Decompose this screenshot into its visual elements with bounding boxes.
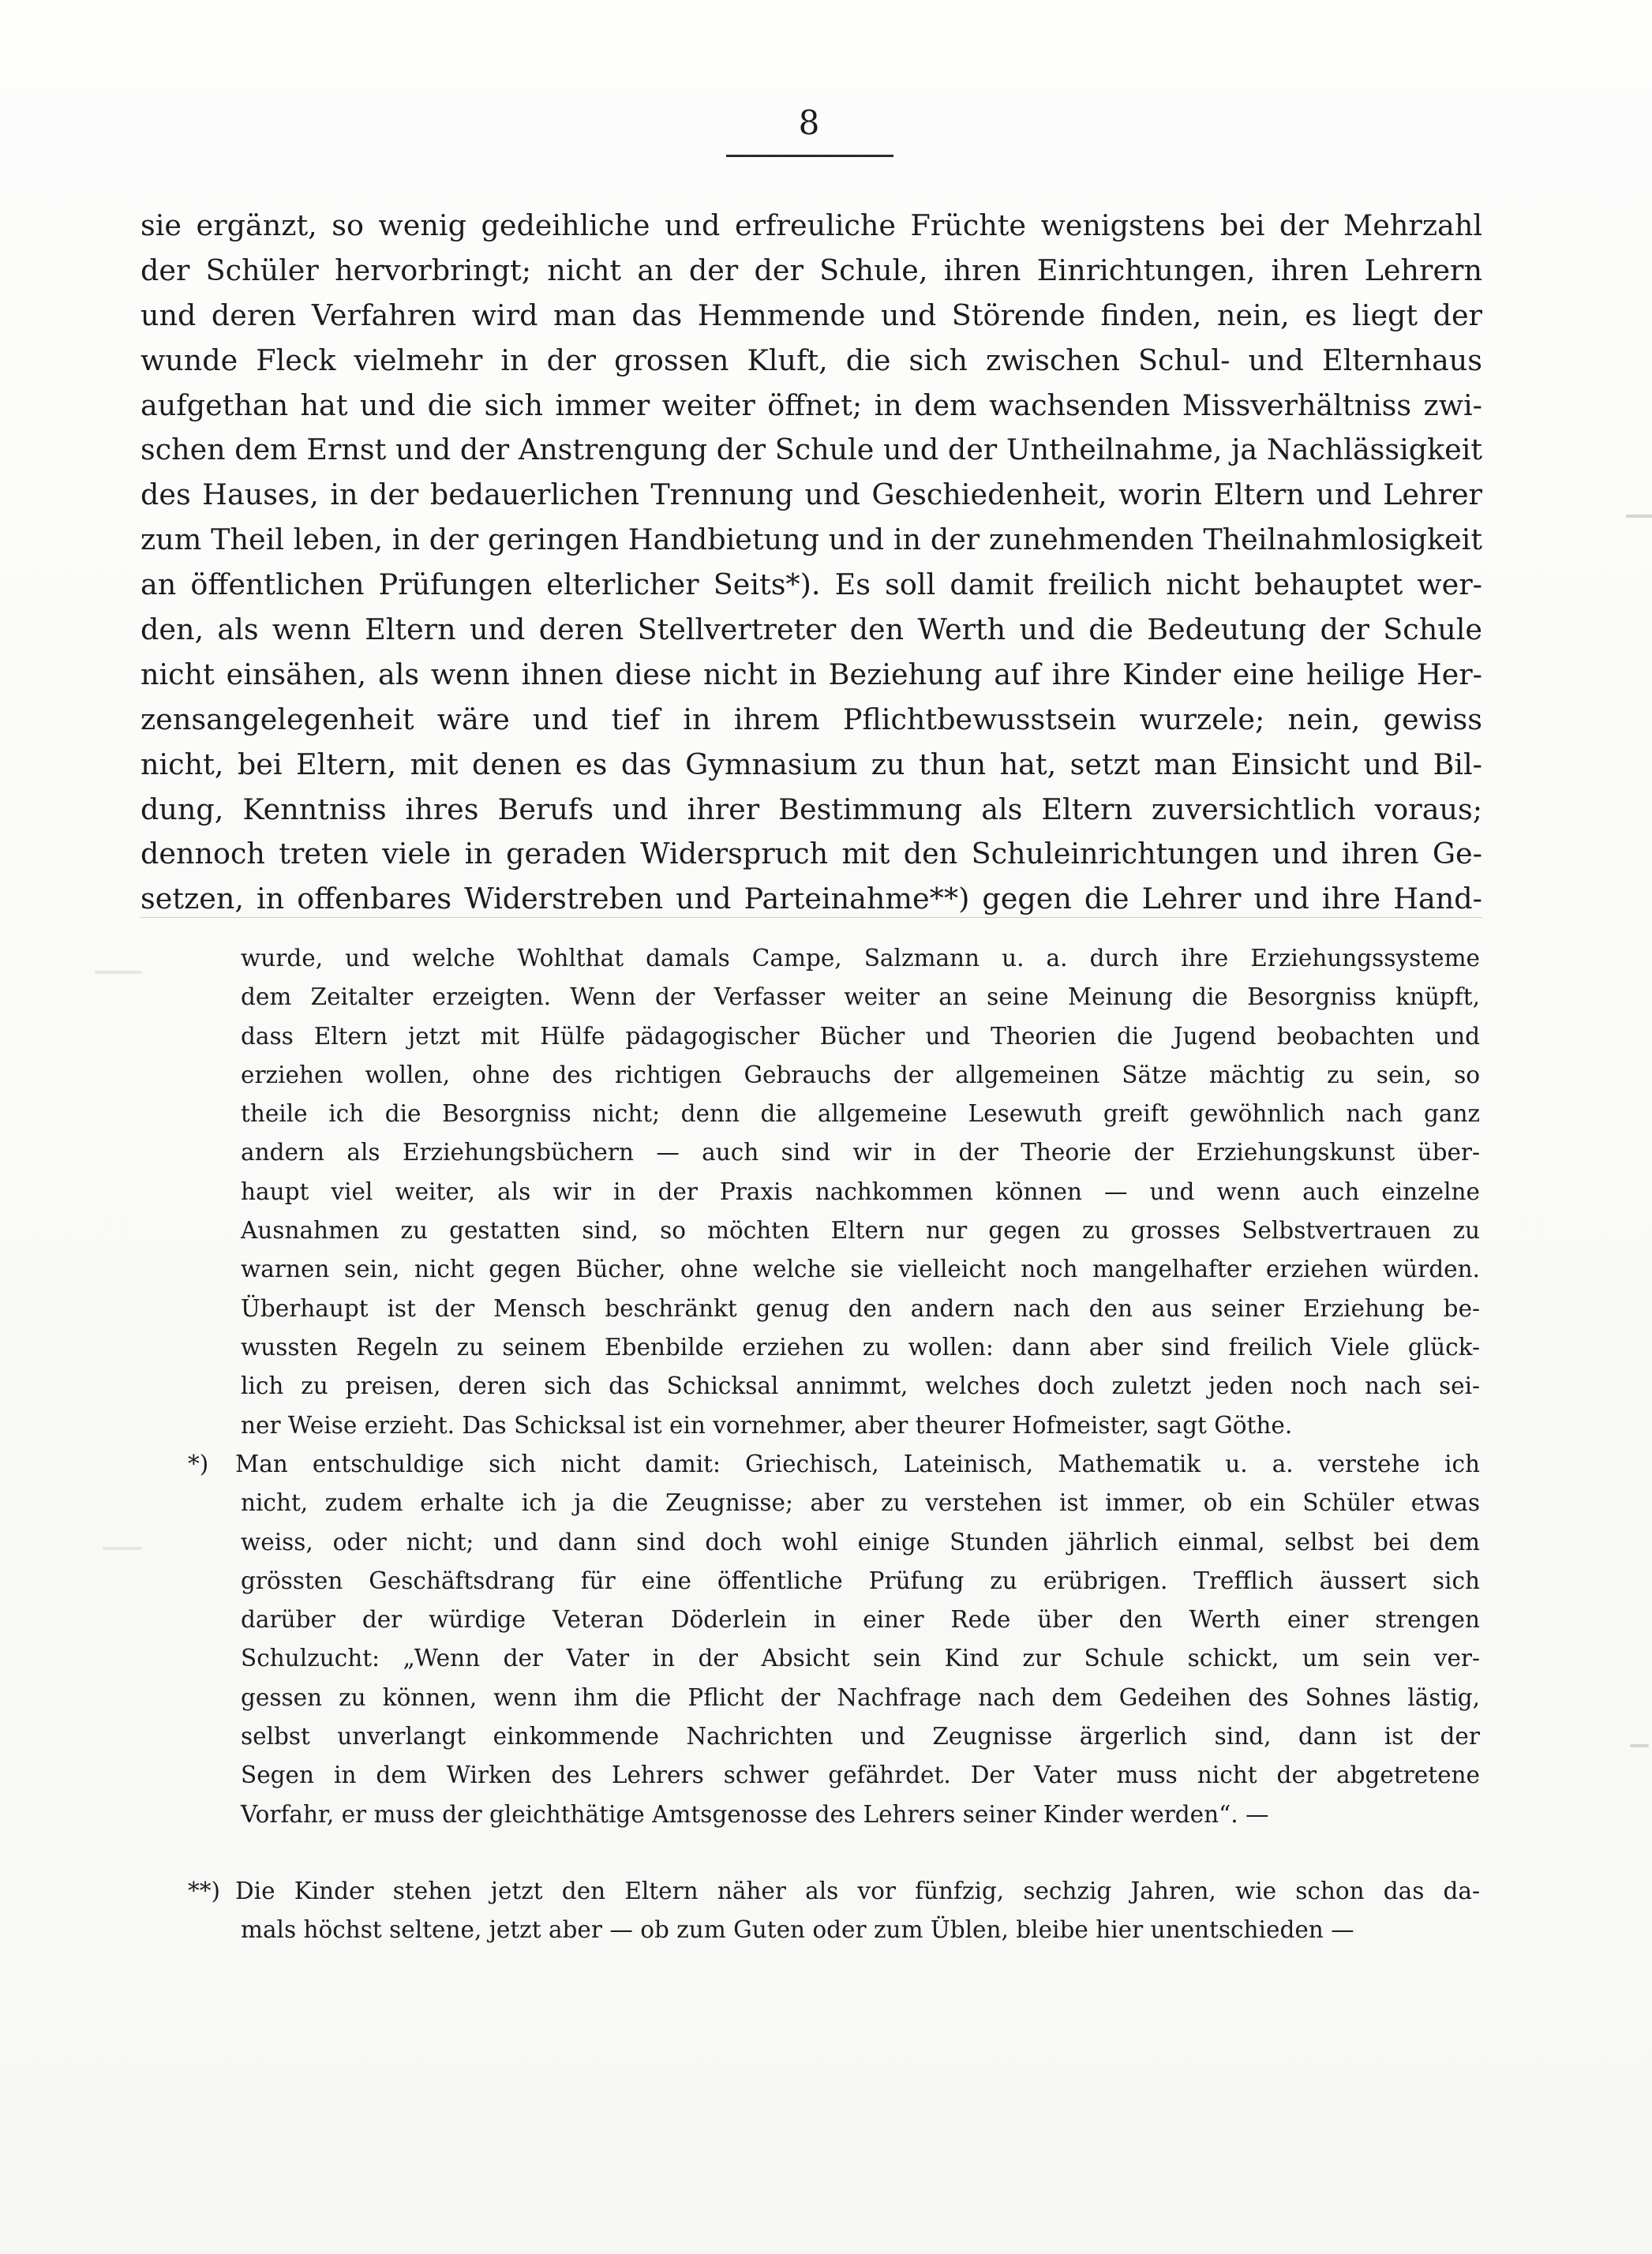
footnote-line: nicht, zudem erhalte ich ja die Zeugnisse; aber zu verstehen ist immer, ob ein Schüler etwas [241,1489,1480,1517]
footnote-line: mals höchst seltene, jetzt aber — ob zum Guten oder zum Üblen, bleibe hier unentschieden — [241,1916,1354,1944]
text-line: an öffentlichen Prüfungen elterlicher Seits*). Es soll damit freilich nicht behauptet wer- [140,567,1482,602]
footnote-single-star [0,1445,1652,1834]
footnote-line: Segen in dem Wirken des Lehrers schwer gefährdet. Der Vater muss nicht der abgetretene [241,1762,1480,1789]
footnote-line: Vorfahr, er muss der gleichthätige Amtsgenosse des Lehrers seiner Kinder werden“. — [241,1800,1269,1828]
footnote-separator [140,917,1482,918]
text-line: dennoch treten viele in geraden Widerspruch mit den Schuleinrichtungen und ihren Ge- [140,837,1482,871]
footnote-line: Schulzucht: „Wenn der Vater in der Absicht sein Kind zur Schule schickt, um sein ver- [241,1645,1480,1672]
text-line: wunde Fleck vielmehr in der grossen Kluft, die sich zwischen Schul- und Elternhaus [140,343,1482,377]
footnote-line: lich zu preisen, deren sich das Schicksal annimmt, welches doch zuletzt jeden noch nach sei- [241,1372,1480,1400]
footnote-line: Ausnahmen zu gestatten sind, so möchten Eltern nur gegen zu grosses Selbstvertrauen zu [241,1217,1480,1245]
footnote-line: andern als Erziehungsbüchern — auch sind wir in der Theorie der Erziehungskunst über- [241,1139,1480,1166]
text-line: der Schüler hervorbringt; nicht an der der Schule, ihren Einrichtungen, ihren Lehrern [140,253,1482,287]
footnote-double-star [0,1872,1652,1950]
text-line: schen dem Ernst und der Anstrengung der Schule und der Untheilnahme, ja Nachlässigkeit [140,432,1482,467]
footnote-line: wussten Regeln zu seinem Ebenbilde erziehen zu wollen: dann aber sind freilich Viele glück- [241,1333,1480,1361]
footnote-line-text: Die Kinder stehen jetzt den Eltern näher als vor fünfzig, sechzig Jahren, wie schon das da- [235,1878,1480,1904]
footnote-line: selbst unverlangt einkommende Nachrichten und Zeugnisse ärgerlich sind, dann ist der [241,1723,1480,1750]
show-through-mark [1626,515,1652,518]
text-line: nicht einsähen, als wenn ihnen diese nicht in Beziehung auf ihre Kinder eine heilige Her- [140,657,1482,691]
footnote-line: theile ich die Besorgniss nicht; denn die allgemeine Lesewuth greift gewöhnlich nach ganz [241,1100,1480,1128]
main-text [140,204,1482,922]
show-through-mark [1630,1744,1649,1747]
footnote-line: darüber der würdige Veteran Döderlein in einer Rede über den Werth einer strengen [241,1606,1480,1634]
page-number: 8 [798,103,820,142]
text-line: nicht, bei Eltern, mit denen es das Gymnasium zu thun hat, setzt man Einsicht und Bil- [140,747,1482,781]
text-line: zensangelegenheit wäre und tief in ihrem Pflichtbewusstsein wurzele; nein, gewiss [140,702,1482,736]
footnote-line: gessen zu können, wenn ihm die Pflicht der Nachfrage nach dem Gedeihen des Sohnes lästig, [241,1683,1480,1711]
footnote-line-text: Man entschuldige sich nicht damit: Griechisch, Lateinisch, Mathematik u. a. verstehe ich [235,1451,1480,1477]
text-line: zum Theil leben, in der geringen Handbietung und in der zunehmenden Theilnahmlosigkeit [140,522,1482,557]
footnote-line: Überhaupt ist der Mensch beschränkt genug den andern nach den aus seiner Erziehung be- [241,1294,1480,1322]
text-line: und deren Verfahren wird man das Hemmende und Störende finden, nein, es liegt der [140,298,1482,332]
text-line: dung, Kenntniss ihres Berufs und ihrer Bestimmung als Eltern zuversichtlich voraus; [140,792,1482,826]
show-through-mark [95,971,142,974]
footnote-line: warnen sein, nicht gegen Bücher, ohne welche sie vielleicht noch mangelhafter erziehen würden. [241,1256,1480,1283]
footnote-line: dem Zeitalter erzeigten. Wenn der Verfasser weiter an seine Meinung die Besorgniss knüpft, [241,983,1480,1011]
text-line: des Hauses, in der bedauerlichen Trennung und Geschiedenheit, worin Eltern und Lehrer [140,477,1482,512]
footnote-line: erziehen wollen, ohne des richtigen Gebrauchs der allgemeinen Sätze mächtig zu sein, so [241,1061,1480,1088]
page-number-rule [726,155,893,157]
footnote-line: grössten Geschäftsdrang für eine öffentliche Prüfung zu erübrigen. Trefflich äussert sich [241,1567,1480,1594]
footnote-line [188,1445,1480,1484]
footnote-line: ner Weise erzieht. Das Schicksal ist ein vornehmer, aber theurer Hofmeister, sagt Göthe. [241,1411,1293,1439]
footnote-line: haupt viel weiter, als wir in der Praxis nachkommen können — und wenn auch einzelne [241,1178,1480,1205]
text-line: sie ergänzt, so wenig gedeihliche und erfreuliche Früchte wenigstens bei der Mehrzahl [140,208,1482,242]
footnote-marker: *) [188,1451,209,1477]
text-line: den, als wenn Eltern und deren Stellvertreter den Werth und die Bedeutung der Schule [140,612,1482,647]
continued-footnote [0,939,1652,1445]
footnote-line: wurde, und welche Wohlthat damals Campe, Salzmann u. a. durch ihre Erziehungssysteme [241,945,1480,972]
footnote-marker: **) [188,1878,221,1904]
text-line: aufgethan hat und die sich immer weiter öffnet; in dem wachsenden Missverhältniss zwi- [140,388,1482,422]
text-line: setzen, in offenbares Widerstreben und Parteinahme**) gegen die Lehrer und ihre Hand- [140,882,1482,916]
footnote-line [188,1872,1480,1911]
show-through-mark [103,1547,142,1550]
footnote-line: dass Eltern jetzt mit Hülfe pädagogischer Bücher und Theorien die Jugend beobachten und [241,1022,1480,1050]
footnote-line: weiss, oder nicht; und dann sind doch wohl einige Stunden jährlich einmal, selbst bei dem [241,1528,1480,1556]
